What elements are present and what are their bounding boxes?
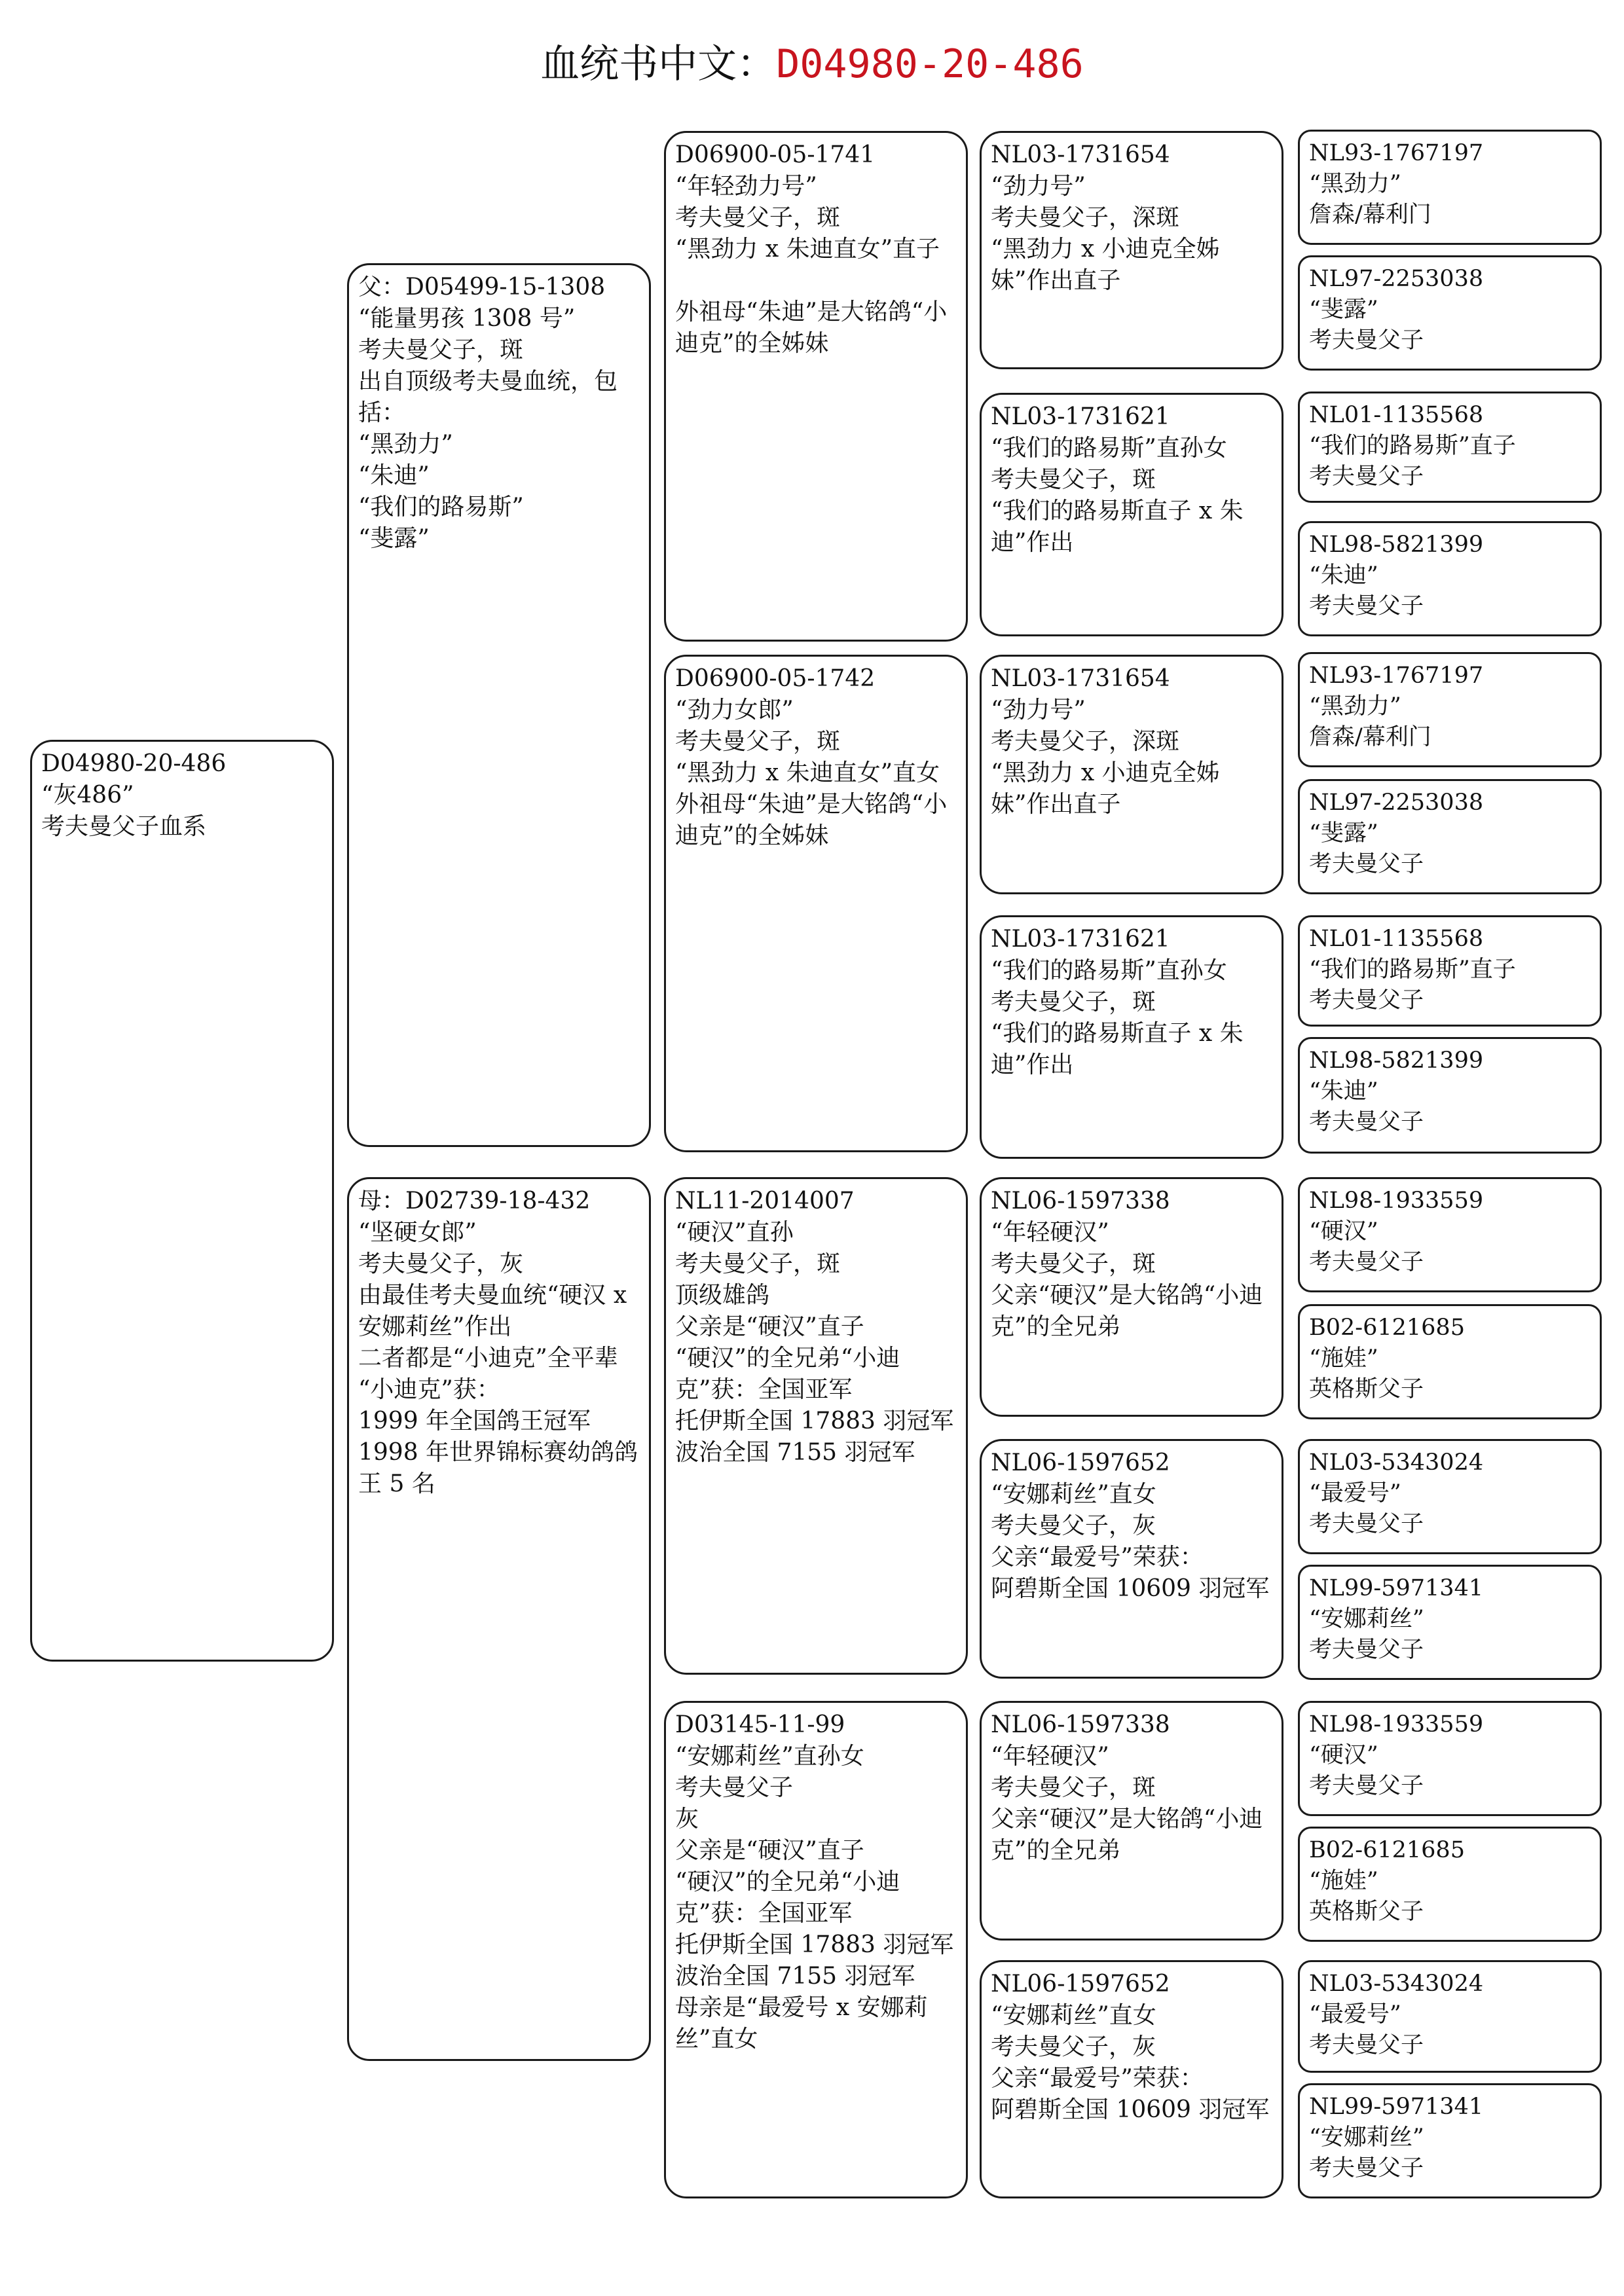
ancestor-line: “最爱号” <box>1309 2001 1401 2028</box>
grandparent-line: 考夫曼父子，斑 <box>675 1250 841 1277</box>
grandparent-line: 考夫曼父子，斑 <box>675 204 841 231</box>
grandparent-line: 波治全国 7155 羽冠军 <box>675 1963 915 1990</box>
dam-line: “小迪克”获： <box>358 1376 500 1403</box>
subject-strain: 考夫曼父子血系 <box>41 813 207 840</box>
ancestor-line: 考夫曼父子 <box>1309 327 1424 354</box>
ancestor-box <box>1298 392 1602 503</box>
ancestor-line: 考夫曼父子 <box>1309 851 1424 877</box>
grandparent-line: “劲力女郎” <box>675 697 794 723</box>
ancestor-line: 英格斯父子 <box>1309 1376 1424 1402</box>
ancestor-line: 考夫曼父子 <box>1309 1773 1424 1799</box>
great-grandparent-line: 考夫曼父子，灰 <box>991 2033 1156 2060</box>
ancestor-line: NL93-1767197 <box>1309 663 1484 689</box>
ancestor-line: NL97-2253038 <box>1309 266 1484 292</box>
sire-box <box>347 263 651 1147</box>
ancestor-line: 考夫曼父子 <box>1309 1511 1424 1537</box>
ancestor-line: “黑劲力” <box>1309 171 1401 197</box>
great-grandparent-box <box>980 1439 1283 1679</box>
ancestor-line: “朱迪” <box>1309 1078 1378 1104</box>
subject-name: “灰486” <box>41 782 134 809</box>
grandparent-line: 父亲是“硬汉”直子 <box>675 1837 864 1864</box>
title-ring-number: D04980-20-486 <box>776 41 1084 87</box>
great-grandparent-box <box>980 1960 1283 2198</box>
great-grandparent-line: “我们的路易斯”直孙女 <box>991 957 1227 984</box>
great-grandparent-line: “年轻硬汉” <box>991 1743 1109 1770</box>
grandparent-line: D06900-05-1742 <box>675 665 876 692</box>
sire-line: “黑劲力” <box>358 431 453 458</box>
subject-box <box>30 740 334 1662</box>
sire-line: 出自顶级考夫曼血统，包括： <box>358 368 618 426</box>
great-grandparent-line: 考夫曼父子，灰 <box>991 1512 1156 1539</box>
ancestor-line: 英格斯父子 <box>1309 1899 1424 1925</box>
grandparent-box <box>664 1701 968 2198</box>
ancestor-box <box>1298 1827 1602 1942</box>
ancestor-line: NL97-2253038 <box>1309 790 1484 816</box>
great-grandparent-box <box>980 131 1283 369</box>
grandparent-line: 外祖母“朱迪”是大铭鸽“小迪克”的全姊妹 <box>675 299 948 357</box>
ancestor-line: NL99-5971341 <box>1309 2094 1484 2120</box>
great-grandparent-line: “黑劲力 x 小迪克全姊妹”作出直子 <box>991 759 1220 818</box>
ancestor-line: 考夫曼父子 <box>1309 593 1424 619</box>
sire-line: “我们的路易斯” <box>358 494 524 520</box>
dam-line: 二者都是“小迪克”全平辈 <box>358 1345 618 1372</box>
great-grandparent-line: 父亲“硬汉”是大铭鸽“小迪克”的全兄弟 <box>991 1282 1263 1340</box>
ancestor-line: “我们的路易斯”直子 <box>1309 957 1516 983</box>
great-grandparent-line: 父亲“最爱号”荣获： <box>991 2065 1204 2092</box>
dam-line: 1999 年全国鸽王冠军 <box>358 1408 591 1434</box>
great-grandparent-line: NL06-1597652 <box>991 1449 1170 1476</box>
great-grandparent-line: 父亲“最爱号”荣获： <box>991 1544 1204 1571</box>
great-grandparent-line: 父亲“硬汉”是大铭鸽“小迪克”的全兄弟 <box>991 1806 1263 1864</box>
great-grandparent-box <box>980 915 1283 1159</box>
grandparent-line: 母亲是“最爱号 x 安娜莉丝”直女 <box>675 1994 928 2052</box>
grandparent-line: 考夫曼父子 <box>675 1774 794 1801</box>
ancestor-box <box>1298 255 1602 371</box>
dam-line: 母：D02739-18-432 <box>358 1188 591 1214</box>
ancestor-line: NL01-1135568 <box>1309 926 1484 952</box>
ancestor-box <box>1298 130 1602 245</box>
ancestor-line: “斐露” <box>1309 297 1378 323</box>
ancestor-box <box>1298 1177 1602 1292</box>
sire-line: “朱迪” <box>358 462 430 489</box>
title-prefix: 血统书中文： <box>540 41 777 87</box>
sire-line: “能量男孩 1308 号” <box>358 305 576 332</box>
great-grandparent-line: “安娜莉丝”直女 <box>991 2002 1156 2029</box>
grandparent-line <box>675 265 957 297</box>
grandparent-line: 灰 <box>675 1806 699 1832</box>
ancestor-line: NL03-5343024 <box>1309 1449 1484 1476</box>
ancestor-line: NL98-1933559 <box>1309 1711 1484 1738</box>
ancestor-line: “朱迪” <box>1309 562 1378 589</box>
grandparent-box <box>664 1177 968 1675</box>
ancestor-box <box>1298 521 1602 636</box>
ancestor-line: NL93-1767197 <box>1309 140 1484 166</box>
ancestor-line: B02-6121685 <box>1309 1837 1465 1863</box>
ancestor-box <box>1298 1565 1602 1680</box>
great-grandparent-line: 阿碧斯全国 10609 羽冠军 <box>991 2096 1270 2123</box>
dam-line: 由最佳考夫曼血统“硬汉 x 安娜莉丝”作出 <box>358 1282 635 1340</box>
ancestor-box <box>1298 1960 1602 2073</box>
great-grandparent-line: “我们的路易斯直子 x 朱迪”作出 <box>991 498 1244 556</box>
ancestor-line: NL03-5343024 <box>1309 1971 1484 1997</box>
ancestor-line: “斐露” <box>1309 820 1378 847</box>
great-grandparent-line: NL03-1731621 <box>991 926 1170 953</box>
ancestor-box <box>1298 1037 1602 1154</box>
sire-line: 考夫曼父子，斑 <box>358 337 524 363</box>
great-grandparent-line: NL03-1731654 <box>991 141 1170 168</box>
grandparent-line: “黑劲力 x 朱迪直女”直子 <box>675 236 940 263</box>
great-grandparent-line: NL03-1731654 <box>991 665 1170 692</box>
great-grandparent-line: 考夫曼父子，深斑 <box>991 728 1180 755</box>
great-grandparent-box <box>980 1701 1283 1941</box>
ancestor-line: 考夫曼父子 <box>1309 2155 1424 2181</box>
grandparent-line: D03145-11-99 <box>675 1711 845 1738</box>
great-grandparent-line: “黑劲力 x 小迪克全姊妹”作出直子 <box>991 236 1220 294</box>
grandparent-box <box>664 131 968 642</box>
grandparent-line: 外祖母“朱迪”是大铭鸽“小迪克”的全姊妹 <box>675 791 948 849</box>
great-grandparent-line: 考夫曼父子，斑 <box>991 989 1156 1015</box>
ancestor-line: NL98-5821399 <box>1309 532 1484 558</box>
dam-line: 1998 年世界锦标赛幼鸽鸽王 5 名 <box>358 1439 638 1497</box>
sire-line: “斐露” <box>358 525 430 552</box>
ancestor-box <box>1298 779 1602 894</box>
ancestor-line: “施娃” <box>1309 1345 1378 1372</box>
dam-line: “坚硬女郎” <box>358 1219 477 1246</box>
ancestor-box <box>1298 2083 1602 2198</box>
grandparent-line: “硬汉”的全兄弟“小迪克”获：全国亚军 <box>675 1345 900 1403</box>
ancestor-line: “硬汉” <box>1309 1742 1378 1768</box>
grandparent-line: 顶级雄鸽 <box>675 1282 770 1309</box>
ancestor-box <box>1298 652 1602 767</box>
ancestor-line: 考夫曼父子 <box>1309 1249 1424 1275</box>
ancestor-line: 考夫曼父子 <box>1309 464 1424 490</box>
grandparent-box <box>664 655 968 1152</box>
grandparent-line: 波治全国 7155 羽冠军 <box>675 1439 915 1466</box>
great-grandparent-line: NL06-1597338 <box>991 1188 1170 1214</box>
ancestor-box <box>1298 1701 1602 1816</box>
great-grandparent-line: 考夫曼父子，斑 <box>991 466 1156 493</box>
ancestor-line: 考夫曼父子 <box>1309 2032 1424 2058</box>
grandparent-line: 考夫曼父子，斑 <box>675 728 841 755</box>
great-grandparent-line: “我们的路易斯直子 x 朱迪”作出 <box>991 1020 1244 1078</box>
grandparent-line: 父亲是“硬汉”直子 <box>675 1313 864 1340</box>
page-title <box>0 38 1624 90</box>
great-grandparent-line: NL03-1731621 <box>991 403 1170 430</box>
dam-box <box>347 1177 651 2061</box>
ancestor-line: “施娃” <box>1309 1868 1378 1894</box>
grandparent-line: D06900-05-1741 <box>675 141 876 168</box>
great-grandparent-line: 考夫曼父子，斑 <box>991 1774 1156 1801</box>
ancestor-line: “我们的路易斯”直子 <box>1309 433 1516 459</box>
great-grandparent-line: “安娜莉丝”直女 <box>991 1481 1156 1508</box>
ancestor-box <box>1298 1304 1602 1419</box>
grandparent-line: NL11-2014007 <box>675 1188 855 1214</box>
ancestor-line: 詹森/幕利门 <box>1309 202 1431 228</box>
grandparent-line: “黑劲力 x 朱迪直女”直女 <box>675 759 940 786</box>
ancestor-box <box>1298 1439 1602 1554</box>
grandparent-line: “硬汉”的全兄弟“小迪克”获：全国亚军 <box>675 1868 900 1927</box>
grandparent-line: 托伊斯全国 17883 羽冠军 <box>675 1408 954 1434</box>
ancestor-line: NL98-5821399 <box>1309 1048 1484 1074</box>
ancestor-line: B02-6121685 <box>1309 1315 1465 1341</box>
great-grandparent-line: 考夫曼父子，斑 <box>991 1250 1156 1277</box>
grandparent-line: “年轻劲力号” <box>675 173 817 200</box>
ancestor-box <box>1298 915 1602 1027</box>
great-grandparent-line: NL06-1597338 <box>991 1711 1170 1738</box>
ancestor-line: 考夫曼父子 <box>1309 987 1424 1013</box>
ancestor-line: “黑劲力” <box>1309 693 1401 720</box>
grandparent-line: “安娜莉丝”直孙女 <box>675 1743 864 1770</box>
subject-ring: D04980-20-486 <box>41 750 227 777</box>
grandparent-line: 托伊斯全国 17883 羽冠军 <box>675 1931 954 1958</box>
ancestor-line: 考夫曼父子 <box>1309 1109 1424 1135</box>
ancestor-line: NL98-1933559 <box>1309 1188 1484 1214</box>
great-grandparent-line: NL06-1597652 <box>991 1971 1170 1997</box>
great-grandparent-box <box>980 655 1283 894</box>
sire-line: 父：D05499-15-1308 <box>358 274 606 301</box>
great-grandparent-line: “我们的路易斯”直孙女 <box>991 435 1227 462</box>
ancestor-line: “最爱号” <box>1309 1480 1401 1506</box>
great-grandparent-line: “劲力号” <box>991 173 1086 200</box>
great-grandparent-line: “劲力号” <box>991 697 1086 723</box>
ancestor-line: NL99-5971341 <box>1309 1575 1484 1601</box>
great-grandparent-line: 阿碧斯全国 10609 羽冠军 <box>991 1575 1270 1602</box>
great-grandparent-box <box>980 393 1283 636</box>
ancestor-line: “安娜莉丝” <box>1309 2124 1424 2151</box>
dam-line: 考夫曼父子，灰 <box>358 1250 524 1277</box>
ancestor-line: NL01-1135568 <box>1309 402 1484 428</box>
great-grandparent-line: “年轻硬汉” <box>991 1219 1109 1246</box>
ancestor-line: 考夫曼父子 <box>1309 1637 1424 1663</box>
grandparent-line: “硬汉”直孙 <box>675 1219 794 1246</box>
great-grandparent-line: 考夫曼父子，深斑 <box>991 204 1180 231</box>
ancestor-line: 詹森/幕利门 <box>1309 724 1431 750</box>
ancestor-line: “安娜莉丝” <box>1309 1606 1424 1632</box>
ancestor-line: “硬汉” <box>1309 1218 1378 1245</box>
great-grandparent-box <box>980 1177 1283 1417</box>
